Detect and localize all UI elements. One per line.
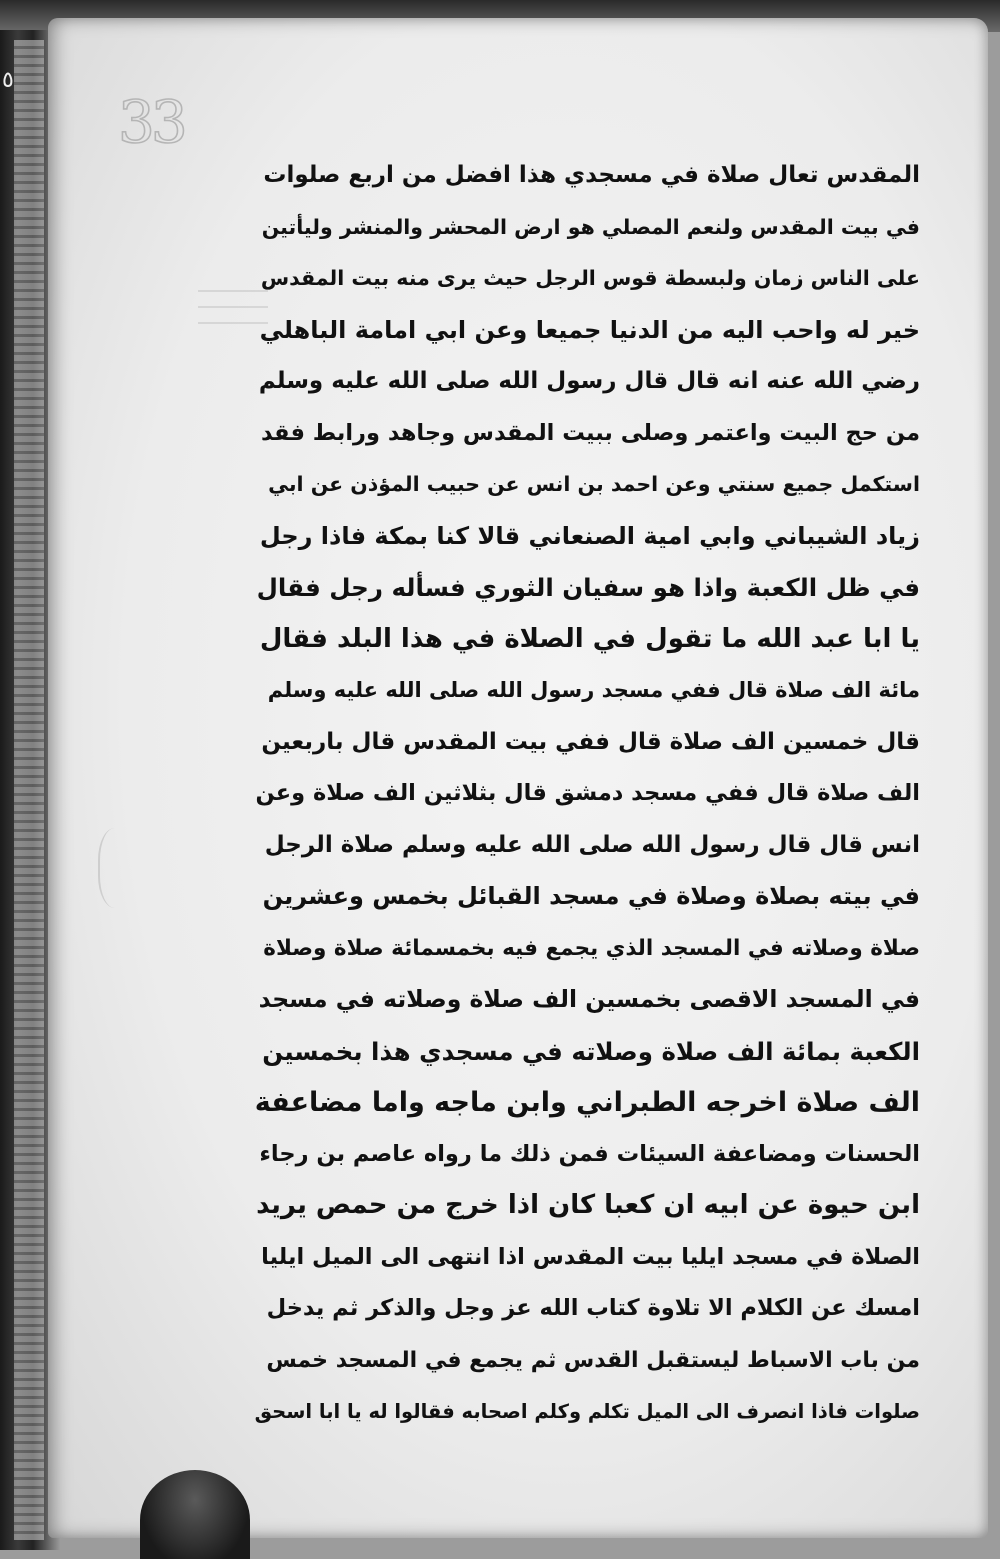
scanner-thumb (140, 1470, 250, 1559)
corner-mark: ٥ (2, 68, 14, 93)
text-line: في المسجد الاقصى بخمسين الف صلاة وصلاته في مسجد (258, 985, 920, 1013)
text-line: المقدس تعال صلاة في مسجدي هذا افضل من اربع صلوات (263, 162, 920, 188)
text-line: الف صلاة قال ففي مسجد دمشق قال بثلاثين الف صلاة وعن (255, 780, 920, 806)
text-line: قال خمسين الف صلاة قال ففي بيت المقدس قال باربعين (261, 728, 920, 755)
text-line: مائة الف صلاة قال ففي مسجد رسول الله صلى الله عليه وسلم (267, 678, 920, 702)
text-line: الصلاة في مسجد ايليا بيت المقدس اذا انتهى الى الميل ايليا (261, 1243, 920, 1270)
folio-number: 33 (118, 88, 184, 156)
page-edges (14, 40, 44, 1540)
text-line: صلاة وصلاته في المسجد الذي يجمع فيه بخمسمائة صلاة وصلاة (263, 935, 920, 961)
page-crease (98, 828, 140, 908)
text-line: انس قال قال رسول الله صلى الله عليه وسلم صلاة الرجل (264, 831, 920, 858)
text-line: يا ابا عبد الله ما تقول في الصلاة في هذا البلد فقال (259, 623, 920, 654)
text-line: من باب الاسباط ليستقبل القدس ثم يجمع في المسجد خمس (266, 1347, 920, 1373)
text-line: في بيته بصلاة وصلاة في مسجد القبائل بخمس وعشرين (262, 882, 920, 910)
text-line: في بيت المقدس ولنعم المصلي هو ارض المحشر والمنشر وليأتين (261, 214, 920, 239)
text-line: الكعبة بمائة الف صلاة وصلاته في مسجدي هذا بخمسين (262, 1036, 920, 1066)
text-line: استكمل جميع سنتي وعن احمد بن انس عن حبيب المؤذن عن ابي (268, 472, 920, 496)
text-line: الف صلاة اخرجه الطبراني وابن ماجه واما مضاعفة (255, 1087, 920, 1118)
text-line: في ظل الكعبة واذا هو سفيان الثوري فسأله رجل فقال (256, 573, 920, 602)
text-line: من حج البيت واعتمر وصلى ببيت المقدس وجاهد ورابط فقد (261, 419, 920, 446)
text-line: امسك عن الكلام الا تلاوة كتاب الله عز وجل والذكر ثم يدخل (266, 1295, 920, 1321)
text-line: خير له واحب اليه من الدنيا جميعا وعن ابي امامة الباهلي (259, 315, 920, 344)
text-line: الحسنات ومضاعفة السيئات فمن ذلك ما رواه عاصم بن رجاء (259, 1140, 920, 1167)
text-line: على الناس زمان ولبسطة قوس الرجل حيث يرى منه بيت المقدس (260, 266, 920, 290)
text-line: صلوات فاذا انصرف الى الميل تكلم وكلم اصحابه فقالوا له يا ابا اسحق (255, 1400, 920, 1423)
text-line: ابن حيوة عن ابيه ان كعبا كان اذا خرج من حمص يريد (256, 1190, 920, 1220)
text-line: رضي الله عنه انه قال قال رسول الله صلى الله عليه وسلم (258, 368, 920, 394)
text-line: زياد الشيباني وابي امية الصنعاني قالا كنا بمكة فاذا رجل (259, 521, 920, 550)
manuscript-text (255, 150, 920, 1438)
